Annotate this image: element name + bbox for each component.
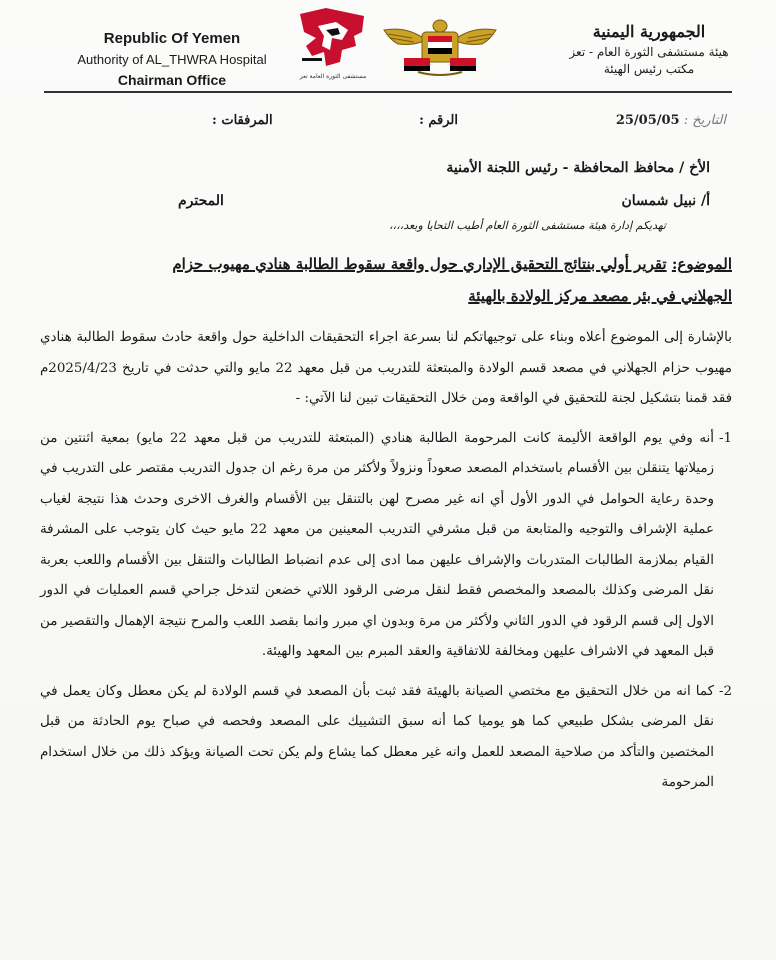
office-name-en: Chairman Office <box>117 72 227 88</box>
authority-name-en: Authority of AL_THWRA Hospital <box>77 52 267 67</box>
finding-text: أنه وفي يوم الواقعة الأليمة كانت المرحومة الطالبة هنادي (المبتعثة للتدريب من قبل معهد 22 مايو) بمعية اثنتين من زميلاتها يتنقلن بين الأقسام باستخدام المصعد صعوداً ونزولاً ولأكثر من مرة رغم ان جدول التدريب مقتصر على التدريب في وحدة رعاية الحوامل في الدور الأول أي انه غير مصرح لهن بالتنقل بين الأقسام والغرف الاخرى وحدث هذا نتيجة لغياب عملية الإشراف والتوجيه والمتابعة من قبل مشرفي التدريب المعينين من معهد 22 مايو حيث كان يتوجب على المشرفة القيام بملازمة الطالبات المتدربات والإشراف عليهن مما ادى إلى عدم انضباط الطالبات والتنقل بين الأقسام واللعب بعربة نقل المرضى وكذلك بالمصعد والمخصص فقط لنقل مرضى الرقود اللاتي خضعن لتدخل جراحي قسم العمليات في الدور الاول إلى قسم الرقود في الدور الثاني ولأكثر من مرة وبدون اي مبرر وانما بقصد اللعب والمرح نتيجة الإهمال والتقصير من قبل المعهد في الاشراف عليهن ومخالفة للاتفاقية والعقد المبرم بين المعهد والهيئة. <box>40 430 714 659</box>
date-field <box>616 113 726 128</box>
subject-text-1: تقرير أولي بنتائج التحقيق الإداري حول واقعة سقوط الطالبة هنادي مهيوب حزام <box>172 255 667 273</box>
honorific: المحترم <box>178 193 224 209</box>
letterhead-english <box>52 30 292 88</box>
hospital-logo-caption: مستشفى الثورة العامة تعز <box>299 73 367 80</box>
finding-number: 2- <box>718 683 732 699</box>
subject-text-2: الجهلاني في بئر مصعد مركز الولادة بالهيئة <box>468 287 732 305</box>
authority-name-ar: هيئة مستشفى الثورة العام - تعز <box>569 45 729 59</box>
header-divider <box>44 91 732 93</box>
reference-label: الرقم : <box>419 113 458 128</box>
office-name-ar: مكتب رئيس الهيئة <box>603 62 695 76</box>
recipient-name: أ/ نبيل شمسان <box>621 193 710 209</box>
finding-item-1 <box>40 424 732 668</box>
subject-line-1 <box>42 248 732 280</box>
letter-body <box>40 323 732 799</box>
subject-line-2 <box>42 280 732 312</box>
hospital-logo <box>296 6 368 82</box>
date-value: 25/05/05 <box>615 113 680 128</box>
hospital-logo-icon <box>296 6 368 70</box>
date-label: التاريخ : <box>683 113 726 128</box>
finding-text: كما انه من خلال التحقيق مع مختصي الصيانة بالهيئة فقد ثبت بأن المصعد في قسم الولادة لم يكن معطل وكان يعمل في نقل المرضى بشكل طبيعي كما هو يوميا كما أنه سبق التشييك على المصعد وفحصه في صباح يوم الحادثة من قبل المختصين والتأكد من صلاحية المصعد للعمل وانه غير معطل كما يشاع ولم يكن تحت الصيانة ويؤكد ذلك من خلال استخدام المرحومة <box>40 683 714 790</box>
finding-item-2 <box>40 677 732 799</box>
intro-paragraph: بالإشارة إلى الموضوع أعلاه وبناء على توجيهاتكم لنا بسرعة اجراء التحقيقات الداخلية حول واقعة حادث سقوط الطالبة هنادي مهيوب حزام الجهلاني في مصعد قسم الولادة والمبتعثة للتدريب من قبل معهد 22 مايو والتي حدثت في تاريخ 2025/4/23م فقد قمنا بتشكيل لجنة للتحقيق في الواقعة ومن خلال التحقيقات تبين لنا الآتي: - <box>40 330 732 406</box>
subject-label: الموضوع: <box>671 255 732 273</box>
attachments-label: المرفقات : <box>212 113 273 128</box>
eagle-emblem-icon <box>378 16 502 78</box>
recipient-title: الأخ / محافظ المحافظة - رئيس اللجنة الأمنية <box>446 160 710 176</box>
greeting: تهديكم إدارة هيئة مستشفى الثورة العام أطيب التحايا وبعد،،،، <box>389 219 666 232</box>
letterhead-arabic <box>554 22 744 76</box>
yemen-emblem <box>378 16 502 78</box>
finding-number: 1- <box>718 430 732 446</box>
country-name-ar: الجمهورية اليمنية <box>592 22 706 41</box>
subject-block <box>42 248 732 312</box>
country-name-en: Republic Of Yemen <box>103 30 241 47</box>
